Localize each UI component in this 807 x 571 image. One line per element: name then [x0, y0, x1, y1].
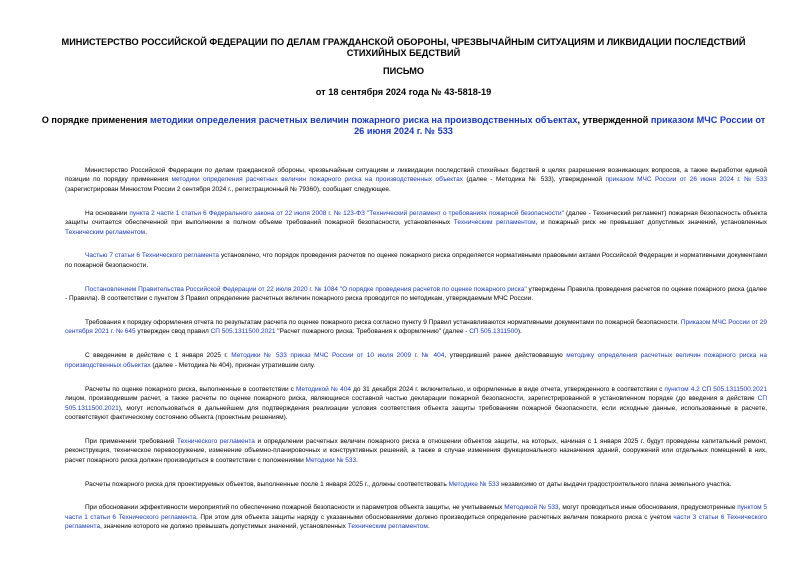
paragraph-6 [65, 351, 767, 370]
subject-link-order[interactable]: приказом МЧС России от 26 июня 2024 г. № 533 [354, 115, 766, 136]
link-point5-article6[interactable]: пунктом 5 части 1 статьи 6 Технического регламента [65, 504, 768, 521]
paragraph-3 [65, 251, 767, 270]
paragraph-5 [65, 318, 767, 337]
paragraph-text: "Расчет пожарного риска. Требования к оформлению" (далее - [275, 328, 470, 336]
paragraph-text: При обосновании эффективности мероприятий по обеспечению пожарной безопасности и параметров объекта защиты, не учитываемых [85, 504, 505, 512]
paragraph-text: (далее - Методика № 533), утвержденной [462, 176, 606, 184]
link-methodology-404[interactable]: Методикой № 404 [295, 385, 352, 393]
paragraph-text: установлено, что порядок проведения расчетов по оценке пожарного риска определяется нормативными правовыми актами Российской Федерации и нормативными документами по пожарной безопасности. [65, 252, 767, 269]
paragraph-text: Министерство Российской Федерации по делам гражданской обороны, чрезвычайным ситуациям и ликвидации последствий стихийных бедствий в целях разрешения возникающих вопросов, а также выработки единой позиции по порядку применения [65, 167, 767, 184]
paragraph-text: лицом, производившим расчет, а также расчеты по оценке пожарного риска, являющиеся составной частью декларации пожарной безопасности, зарегистрированной в установленном порядке (до введения в действие [65, 395, 758, 403]
paragraph-text: . [356, 456, 358, 464]
paragraph-text: При применении требований [85, 437, 178, 445]
paragraph-text: ), могут использоваться в дальнейшем для подтверждения реализации условия соответствия объекта защиты требованиям пожарной безопасности, если исходные данные, использованные в расчете, соответствуют фактическому состоянию объекта (проектным решениям). [65, 404, 767, 421]
paragraph-text: . При этом для объекта защиты наряду с указанными обоснованиями должно производиться определение расчетных величин пожарного риска с учетом [196, 513, 674, 521]
paragraph-text: . [427, 523, 430, 531]
document-type: ПИСЬМО [382, 66, 425, 76]
paragraph-7 [65, 385, 767, 423]
paragraph-text: Требования к порядку оформления отчета по результатам расчета по оценке пожарного риска согласно пункту 9 Правил устанавливаются нормативными документами по пожарной безопасности. [85, 319, 681, 327]
link-sp-505-point-4-2[interactable]: пунктом 4.2 СП 505.1311500.2021 [664, 385, 767, 393]
paragraph-2 [65, 209, 767, 237]
ministry-title: МИНИСТЕРСТВО РОССИЙСКОЙ ФЕДЕРАЦИИ ПО ДЕЛАМ ГРАЖДАНСКОЙ ОБОРОНЫ, ЧРЕЗВЫЧАЙНЫМ СИТУАЦИЯМ И ЛИКВИДАЦИИ ПОСЛЕДСТВИЙ СТИХИЙНЫХ БЕДСТВИЙ [61, 37, 746, 58]
paragraph-text: , и пожарный риск не превышает допустимых значений, установленных [535, 219, 768, 227]
paragraph-text: независимо от даты выдачи градостроительного плана земельного участка. [499, 480, 732, 488]
subject-text: , утвержденной [577, 115, 651, 125]
document-date-number: от 18 сентября 2024 года № 43-5818-19 [315, 87, 492, 97]
paragraph-text: Расчеты пожарного риска для проектируемых объектов, выполненные после 1 января 2025 г., должны соответствовать [85, 480, 449, 488]
link-methodology-533[interactable]: Методикой № 533 [504, 504, 559, 512]
link-order-645[interactable]: Приказом МЧС России от 29 сентября 2021 г. № 645 [65, 319, 768, 336]
subject-link-methodology[interactable]: методики определения расчетных величин пожарного риска на производственных объектах [150, 115, 578, 125]
document-subject [40, 115, 767, 137]
paragraph-1 [65, 166, 767, 194]
link-old-methodology[interactable]: методику определения расчетных величин пожарного риска на производственных объектах [65, 352, 767, 369]
document-body [65, 166, 767, 546]
paragraph-text: ). [517, 328, 522, 336]
link-methodology[interactable]: методики определения расчетных величин пожарного риска на производственных объектах [171, 176, 463, 184]
link-government-decree[interactable]: Постановлением Правительства Российской Федерации от 22 июля 2020 г. № 1084 "О порядке проведения расчетов по оценке пожарного риска" [85, 285, 527, 293]
link-methodology-533[interactable]: Методике № 533 [448, 480, 500, 488]
paragraph-9 [65, 480, 767, 489]
paragraph-text: На основании [85, 209, 130, 217]
paragraph-text: , утвердивший ранее действовавшую [444, 352, 567, 360]
link-federal-law[interactable]: пункта 2 части 1 статьи 6 Федерального закона от 22 июля 2008 г. № 123-ФЗ "Технический регламент о требованиях пожарной безопасности" [129, 209, 564, 217]
link-part3-article6[interactable]: части 3 статьи 6 Технического регламента [65, 513, 767, 531]
link-order-533[interactable]: приказом МЧС России от 26 июня 2024 г. № 533 [605, 176, 768, 184]
subject-text: О порядке применения [41, 115, 150, 125]
paragraph-text: Расчеты по оценке пожарного риска, выполненные в соответствии с [85, 385, 296, 393]
link-tech-regulation[interactable]: Техническим регламентом [453, 219, 536, 227]
link-sp-505[interactable]: СП 505.1311500 [469, 328, 518, 336]
paragraph-text: С введением в действие с 1 января 2025 г. [85, 352, 232, 360]
paragraph-text: , могут проводиться иные обоснования, предусмотренные [558, 504, 738, 512]
paragraph-text: до 31 декабря 2024 г. включительно, и оформленные в виде отчета, утвержденного в соответствии с [351, 385, 665, 393]
paragraph-text: (далее - Технический регламент) пожарная безопасность объекта защиты считается обеспеченной при выполнении в полном объеме требований пожарной безопасности, установленных [65, 209, 768, 227]
paragraph-text: (зарегистрирован Минюстом России 2 сентября 2024 г., регистрационный № 79360), сообщает следующее. [65, 185, 391, 193]
link-sp-505-2021[interactable]: СП 505.1311500.2021 [65, 395, 767, 412]
link-tech-regulation[interactable]: Технического регламента [177, 437, 255, 445]
paragraph-text: . [145, 228, 147, 236]
paragraph-10 [65, 503, 767, 531]
link-tech-regulation[interactable]: Техническим регламентом [347, 523, 428, 531]
paragraph-text: утвержден свод правил [135, 328, 211, 336]
link-sp-505-2021[interactable]: СП 505.1311500.2021 [210, 328, 276, 336]
link-order-404[interactable]: Методики № 533 приказ МЧС России от 10 июля 2009 г. № 404 [231, 352, 445, 360]
paragraph-text: и определении расчетных величин пожарного риска в отношении объектов защиты, на которых, начиная с 1 января 2025 г. будут проведены капитальный ремонт, реконструкция, техническое перевооружение, изменение объемно-планировочных и конструктивных решений, а также в случае изменения функционального назначения зданий, сооружений или отдельных помещений в них, расчет пожарного риска должен производиться в соответствии с положениями [65, 437, 767, 464]
link-methodology-533[interactable]: Методики № 533 [305, 456, 357, 464]
paragraph-text: утверждены Правила проведения расчетов по оценке пожарного риска (далее - Правила). В соответствии с пунктом 3 Правил определение расчетных величин пожарного риска проводится по методикам, утверждаемым МЧС России. [65, 285, 767, 303]
paragraph-text: (далее - Методика № 404), признан утратившим силу. [150, 361, 316, 369]
paragraph-8 [65, 437, 767, 465]
link-tech-regulation[interactable]: Техническим регламентом [65, 228, 146, 236]
link-part7-article6[interactable]: Частью 7 статьи 6 Технического регламента [85, 252, 220, 260]
paragraph-text: , значение которого не должно превышать допустимых значений, установленных [100, 523, 348, 531]
paragraph-4 [65, 285, 767, 304]
